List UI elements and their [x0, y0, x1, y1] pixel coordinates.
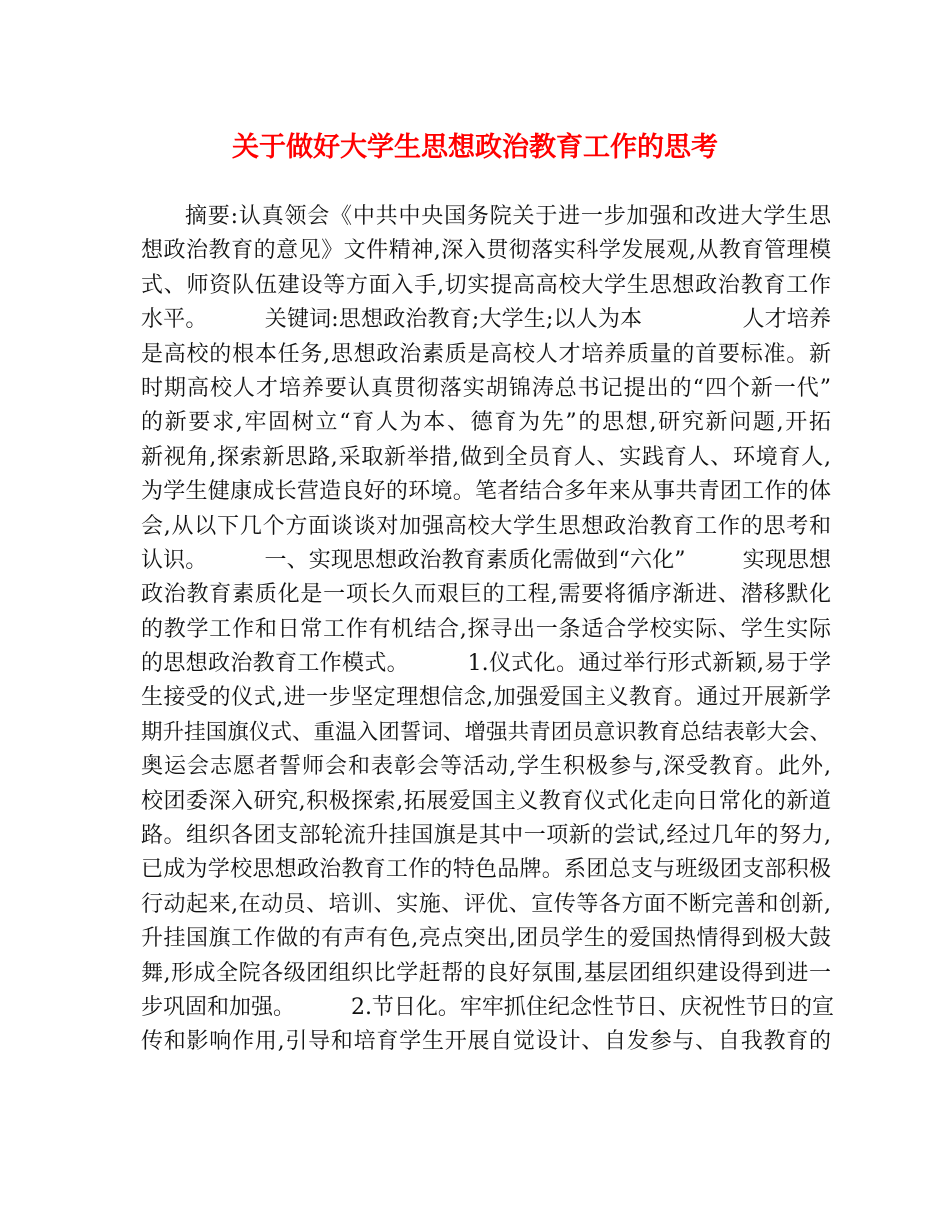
- body-line: 步巩固和加强。 2.节日化。牢牢抓住纪念性节日、庆祝性节日的宣: [141, 994, 834, 1020]
- body-line: 期升挂国旗仪式、重温入团誓词、增强共青团员意识教育总结表彰大会、: [141, 719, 831, 745]
- body-line: 升挂国旗工作做的有声有色,亮点突出,团员学生的爱国热情得到极大鼓: [141, 926, 831, 952]
- body-line: 式、师资队伍建设等方面入手,切实提高高校大学生思想政治教育工作: [141, 272, 831, 298]
- body-line: 新视角,探索新思路,采取新举措,做到全员育人、实践育人、环境育人,: [141, 444, 831, 470]
- body-line: 奥运会志愿者誓师会和表彰会等活动,学生积极参与,深受教育。此外,: [141, 754, 831, 780]
- body-line: 生接受的仪式,进一步坚定理想信念,加强爱国主义教育。通过开展新学: [141, 685, 831, 711]
- body-line: 路。组织各团支部轮流升挂国旗是其中一项新的尝试,经过几年的努力,: [141, 823, 831, 849]
- document-body: [141, 200, 834, 1060]
- document-title: 关于做好大学生思想政治教育工作的思考: [232, 132, 718, 163]
- body-line: 的思想政治教育工作模式。 1.仪式化。通过举行形式新颖,易于学: [141, 651, 831, 677]
- body-line: 会,从以下几个方面谈谈对加强高校大学生思想政治教育工作的思考和: [141, 513, 831, 539]
- body-line: 为学生健康成长营造良好的环境。笔者结合多年来从事共青团工作的体: [141, 479, 831, 505]
- body-line: 的教学工作和日常工作有机结合,探寻出一条适合学校实际、学生实际: [141, 616, 831, 642]
- body-line: 舞,形成全院各级团组织比学赶帮的良好氛围,基层团组织建设得到进一: [141, 960, 831, 986]
- body-line: 校团委深入研究,积极探索,拓展爱国主义教育仪式化走向日常化的新道: [141, 788, 831, 814]
- body-line: 摘要:认真领会《中共中央国务院关于进一步加强和改进大学生思: [185, 204, 831, 229]
- body-line: 传和影响作用,引导和培育学生开展自觉设计、自发参与、自我教育的: [141, 1029, 831, 1055]
- body-line: 是高校的根本任务,思想政治素质是高校人才培养质量的首要标准。新: [141, 341, 831, 367]
- body-line: 已成为学校思想政治教育工作的特色品牌。系团总支与班级团支部积极: [141, 857, 831, 883]
- body-line: 政治教育素质化是一项长久而艰巨的工程,需要将循序渐进、潜移默化: [141, 582, 831, 608]
- body-line: 时期高校人才培养要认真贯彻落实胡锦涛总书记提出的“四个新一代”: [141, 375, 831, 401]
- body-line: 想政治教育的意见》文件精神,深入贯彻落实科学发展观,从教育管理模: [141, 238, 831, 264]
- body-line: 认识。 一、实现思想政治教育素质化需做到“六化” 实现思想: [141, 547, 831, 573]
- body-line: 水平。 关键词:思想政治教育;大学生;以人为本 人才培养: [141, 307, 831, 333]
- body-line: 行动起来,在动员、培训、实施、评优、宣传等各方面不断完善和创新,: [141, 891, 831, 917]
- body-line: 的新要求,牢固树立“育人为本、德育为先”的思想,研究新问题,开拓: [141, 410, 831, 436]
